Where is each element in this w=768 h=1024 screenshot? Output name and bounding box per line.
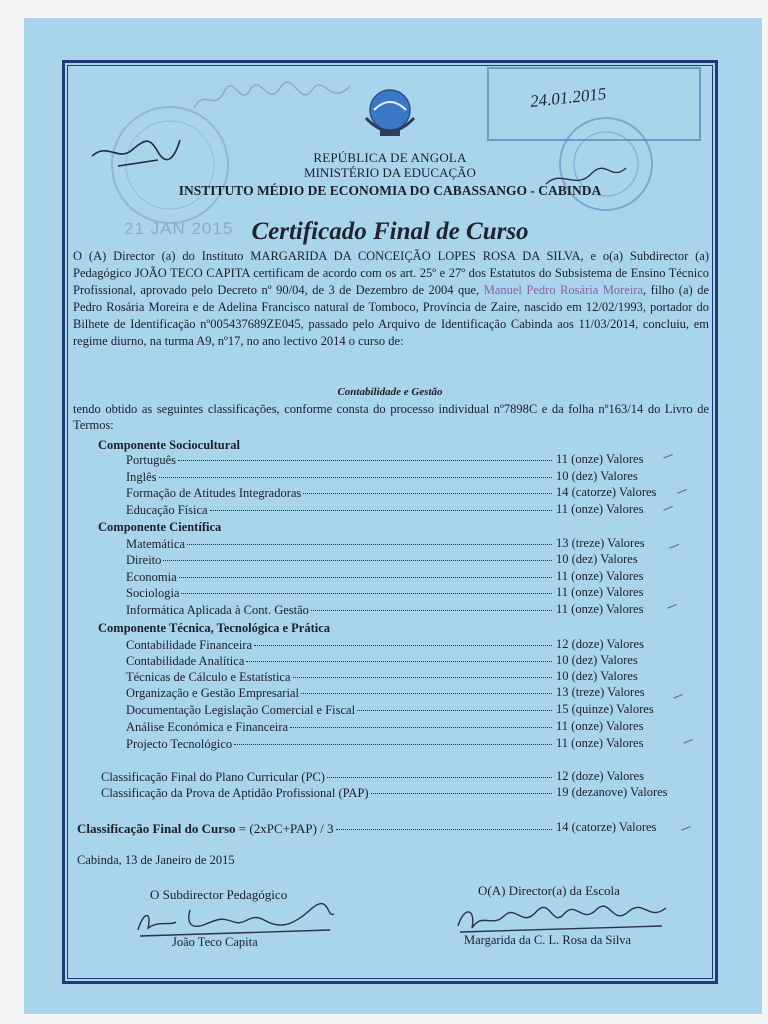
subject-label: Contabilidade Financeira	[126, 638, 253, 652]
certificate-title: Certificado Final de Curso	[251, 218, 529, 245]
subject-label: Português	[126, 453, 176, 467]
grade-row	[126, 603, 554, 619]
grade-row	[126, 570, 554, 586]
subject-label: Sociologia	[126, 586, 180, 600]
header-country: REPÚBLICA DE ANGOLA	[313, 150, 467, 165]
grade-row	[126, 720, 554, 736]
final-course-row	[77, 821, 554, 837]
grade-value: 10 (dez) Valores	[556, 469, 638, 483]
leader-dots	[357, 710, 552, 711]
subject-label: Técnicas de Cálculo e Estatística	[126, 670, 291, 684]
component-tecnica: Componente Técnica, Tecnológica e Prática	[98, 621, 331, 635]
subject-label: Inglês	[126, 470, 157, 484]
grade-value: 10 (dez) Valores	[556, 653, 638, 667]
leader-dots	[303, 493, 552, 494]
grade-row	[126, 470, 554, 486]
grade-row	[126, 638, 554, 654]
leader-dots	[327, 777, 552, 778]
subject-label: Economia	[126, 570, 177, 584]
grade-row	[126, 654, 554, 670]
student-name: Manuel Pedro Rosária Moreira	[483, 283, 644, 298]
leader-dots	[179, 577, 552, 578]
intro-text-after-name: , filho (a) de Pedro Rosária Moreira e de Adelina Francisco natural de Tomboco, Província de Zaire, nascido em 12/02/1993, portador do Bilhete de Identificação nº005437689ZE045, passado pelo Arquivo de Identificação Cabinda aos 11/03/2014, concluiu, em regime diurno, na turma A9, nº17, no ano lectivo 2014 o curso de:	[73, 283, 709, 349]
subject-label: Educação Física	[126, 503, 208, 517]
grade-value: 13 (treze) Valores	[556, 536, 645, 550]
grade-row	[126, 553, 554, 569]
leader-dots	[187, 544, 552, 545]
leader-dots	[293, 677, 552, 678]
leader-dots	[163, 560, 552, 561]
left-signatory-role: O Subdirector Pedagógico	[150, 887, 288, 902]
grade-row	[126, 537, 554, 553]
subject-label: Informática Aplicada à Cont. Gestão	[126, 603, 309, 617]
classifications-intro: tendo obtido as seguintes classificações, conforme consta do processo individual nº7898C e da folha nº163/14 do Livro de Termos:	[73, 402, 709, 432]
grade-value: 12 (doze) Valores	[556, 637, 644, 651]
final-course-value: 14 (catorze) Valores	[556, 820, 657, 834]
subject-label: Análise Económica e Financeira	[126, 720, 289, 734]
intro-paragraph	[73, 248, 709, 351]
grade-value: 15 (quinze) Valores	[556, 702, 654, 716]
grade-value: 11 (onze) Valores	[556, 602, 644, 616]
right-signatory-role: O(A) Director(a) da Escola	[478, 883, 620, 898]
leader-dots	[159, 477, 552, 478]
grade-row	[126, 737, 554, 753]
leader-dots	[371, 793, 552, 794]
grade-row	[126, 686, 554, 702]
leader-dots	[254, 645, 552, 646]
leader-dots	[301, 693, 552, 694]
final-course-label: Classificação Final do Curso	[77, 821, 236, 836]
header-institute: INSTITUTO MÉDIO DE ECONOMIA DO CABASSANGO - CABINDA	[178, 183, 602, 198]
left-signatory-name: João Teco Capita	[172, 935, 258, 949]
subject-label: Formação de Atitudes Integradoras	[126, 486, 302, 500]
intro-text-before-name: O (A) Director (a) do Instituto MARGARIDA DA CONCEIÇÃO LOPES ROSA DA SILVA, e o(a) Subdirector (a) Pedagógico JOÃO TECO CAPITA certificam de acordo com os art. 25º e 27º dos Estatutos do Subsistema de Ensino Técnico Profissional, aprovado pelo Decreto nº 90/04, de 3 de Dezembro de 2004 que,	[73, 249, 709, 298]
grade-row	[126, 503, 554, 519]
component-sociocultural: Componente Sociocultural	[98, 438, 241, 452]
grade-row	[126, 703, 554, 719]
leader-dots	[210, 510, 552, 511]
date-stamp: 21 JAN 2015	[124, 219, 234, 238]
grade-value: 10 (dez) Valores	[556, 552, 638, 566]
leader-dots	[181, 593, 552, 594]
final-pc-label: Classificação Final do Plano Curricular (PC)	[101, 770, 325, 784]
grade-row	[126, 453, 554, 469]
grade-value: 11 (onze) Valores	[556, 585, 644, 599]
leader-dots	[336, 829, 552, 830]
final-pap-value: 19 (dezanove) Valores	[556, 785, 668, 799]
handwritten-scribble-top	[190, 78, 360, 118]
leader-dots	[234, 744, 552, 745]
header-ministry: MINISTÉRIO DA EDUCAÇÃO	[304, 165, 476, 180]
final-pap-label: Classificação da Prova de Aptidão Profissional (PAP)	[101, 786, 369, 800]
final-course-label-wrap	[77, 821, 334, 837]
final-pc-row	[101, 770, 554, 786]
grade-value: 10 (dez) Valores	[556, 669, 638, 683]
grade-value: 11 (onze) Valores	[556, 452, 644, 466]
subject-label: Direito	[126, 553, 162, 567]
handwritten-date: 24.01.2015	[529, 84, 608, 111]
final-pap-row	[101, 786, 554, 802]
leader-dots	[311, 610, 552, 611]
grade-value: 11 (onze) Valores	[556, 719, 644, 733]
grade-row	[126, 586, 554, 602]
subject-label: Contabilidade Analítica	[126, 654, 245, 668]
subject-label: Matemática	[126, 537, 185, 551]
angola-emblem-icon	[356, 84, 424, 140]
final-course-formula: = (2xPC+PAP) / 3	[235, 821, 334, 836]
grade-value: 11 (onze) Valores	[556, 502, 644, 516]
subject-label: Projecto Tecnológico	[126, 737, 233, 751]
leader-dots	[246, 661, 552, 662]
leader-dots	[290, 727, 552, 728]
final-pc-value: 12 (doze) Valores	[556, 769, 644, 783]
subject-label: Documentação Legislação Comercial e Fiscal	[126, 703, 356, 717]
place-date: Cabinda, 13 de Janeiro de 2015	[77, 853, 235, 867]
grade-row	[126, 486, 554, 502]
grade-value: 11 (onze) Valores	[556, 736, 644, 750]
grade-value: 11 (onze) Valores	[556, 569, 644, 583]
leader-dots	[178, 460, 552, 461]
grade-row	[126, 670, 554, 686]
grade-value: 14 (catorze) Valores	[556, 485, 657, 499]
subject-label: Organização e Gestão Empresarial	[126, 686, 299, 700]
grade-value: 13 (treze) Valores	[556, 685, 645, 699]
right-signatory-name: Margarida da C. L. Rosa da Silva	[464, 933, 632, 947]
component-cientifica: Componente Científica	[98, 520, 222, 534]
course-name: Contabilidade e Gestão	[337, 386, 443, 398]
